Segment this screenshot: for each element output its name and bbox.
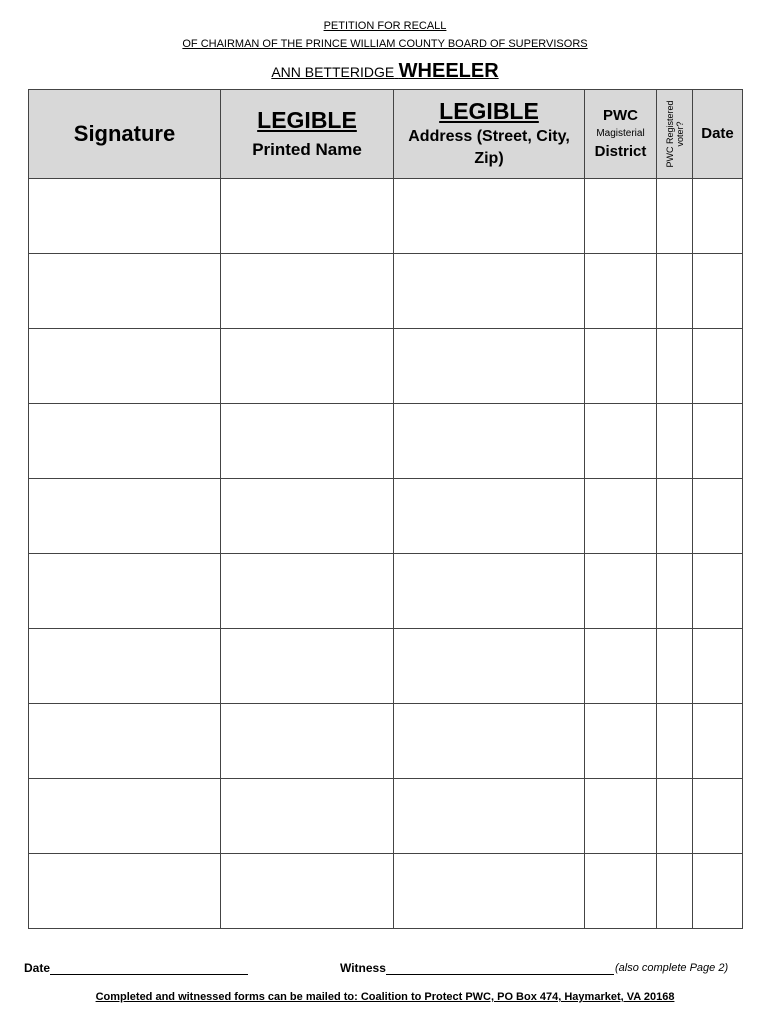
registered-voter-cell[interactable] [657,179,693,254]
date-cell[interactable] [693,329,743,404]
address-cell[interactable] [394,704,585,779]
page-two-note: (also complete Page 2) [615,962,729,974]
table-row [29,779,743,854]
address-cell[interactable] [394,629,585,704]
district-cell[interactable] [585,704,657,779]
header-registered-voter: PWC Registered voter? [657,90,693,179]
date-field[interactable] [50,961,248,975]
registered-voter-cell[interactable] [657,629,693,704]
header-signature: Signature [29,90,221,179]
printed-name-cell[interactable] [221,479,394,554]
petition-title: PETITION FOR RECALL [323,20,447,32]
date-cell[interactable] [693,254,743,329]
table-row [29,704,743,779]
printed-name-cell[interactable] [221,779,394,854]
table-row [29,254,743,329]
district-cell[interactable] [585,404,657,479]
signature-cell[interactable] [29,254,221,329]
district-cell[interactable] [585,329,657,404]
signature-table [28,89,743,929]
signature-cell[interactable] [29,404,221,479]
district-cell[interactable] [585,629,657,704]
mailing-instructions: Completed and witnessed forms can be mailed to: Coalition to Protect PWC, PO Box 474, Haymarket, VA 20168 [95,991,675,1003]
date-label: Date [24,961,51,975]
signature-cell[interactable] [29,479,221,554]
date-cell[interactable] [693,704,743,779]
registered-voter-cell[interactable] [657,479,693,554]
printed-name-cell[interactable] [221,854,394,929]
printed-name-cell[interactable] [221,404,394,479]
registered-voter-cell[interactable] [657,554,693,629]
date-cell[interactable] [693,629,743,704]
signature-cell[interactable] [29,629,221,704]
registered-voter-cell[interactable] [657,854,693,929]
table-row [29,554,743,629]
district-cell[interactable] [585,854,657,929]
signature-cell[interactable] [29,179,221,254]
district-cell[interactable] [585,179,657,254]
registered-voter-cell[interactable] [657,779,693,854]
signature-cell[interactable] [29,329,221,404]
printed-name-cell[interactable] [221,254,394,329]
printed-name-cell[interactable] [221,179,394,254]
date-cell[interactable] [693,479,743,554]
table-row [29,479,743,554]
printed-name-cell[interactable] [221,629,394,704]
signature-cell[interactable] [29,704,221,779]
table-row [29,329,743,404]
address-cell[interactable] [394,179,585,254]
date-cell[interactable] [693,554,743,629]
signature-cell[interactable] [29,554,221,629]
date-cell[interactable] [693,404,743,479]
address-cell[interactable] [394,329,585,404]
header-district: PWC Magisterial District [585,90,657,179]
registered-voter-cell[interactable] [657,404,693,479]
date-cell[interactable] [693,854,743,929]
registered-voter-cell[interactable] [657,704,693,779]
printed-name-cell[interactable] [221,554,394,629]
date-cell[interactable] [693,779,743,854]
table-row [29,179,743,254]
address-cell[interactable] [394,479,585,554]
district-cell[interactable] [585,254,657,329]
date-cell[interactable] [693,179,743,254]
header-address: LEGIBLE Address (Street, City, Zip) [394,90,585,179]
address-cell[interactable] [394,554,585,629]
table-row [29,629,743,704]
signature-cell[interactable] [29,779,221,854]
table-row [29,854,743,929]
witness-label: Witness [340,961,386,975]
district-cell[interactable] [585,554,657,629]
registered-voter-cell[interactable] [657,329,693,404]
official-first-name: ANN BETTERIDGE [271,64,395,80]
printed-name-cell[interactable] [221,329,394,404]
printed-name-cell[interactable] [221,704,394,779]
official-name [0,60,770,83]
official-last-name: WHEELER [398,60,499,82]
district-cell[interactable] [585,779,657,854]
table-header-row [29,90,743,179]
district-cell[interactable] [585,479,657,554]
address-cell[interactable] [394,404,585,479]
signature-cell[interactable] [29,854,221,929]
table-row [29,404,743,479]
header-printed-name: LEGIBLE Printed Name [221,90,394,179]
address-cell[interactable] [394,854,585,929]
witness-field[interactable] [386,961,614,975]
petition-subtitle: OF CHAIRMAN OF THE PRINCE WILLIAM COUNTY BOARD OF SUPERVISORS [182,38,588,50]
address-cell[interactable] [394,779,585,854]
header-date: Date [693,90,743,179]
address-cell[interactable] [394,254,585,329]
registered-voter-cell[interactable] [657,254,693,329]
